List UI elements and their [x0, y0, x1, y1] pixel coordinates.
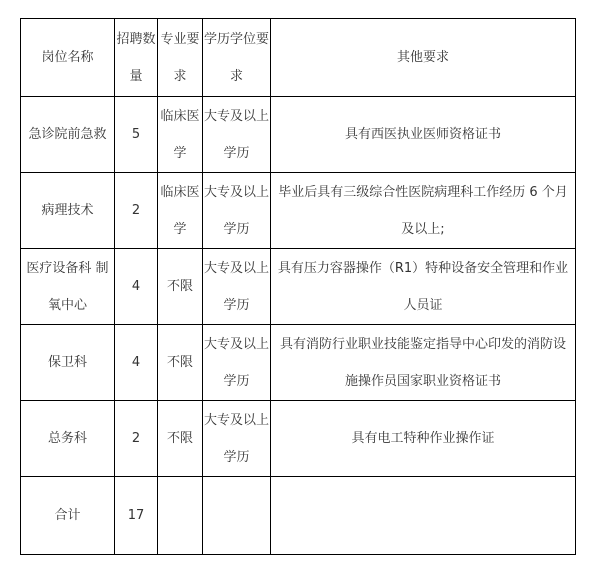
table-header-row	[21, 19, 576, 97]
empty-cell	[271, 477, 576, 555]
table-row	[21, 97, 576, 173]
header-quota: 招聘数量	[115, 19, 158, 97]
cell-major: 不限	[158, 249, 203, 325]
recruitment-table	[20, 18, 576, 555]
cell-position: 保卫科	[21, 325, 115, 401]
cell-other: 具有西医执业医师资格证书	[271, 97, 576, 173]
header-position: 岗位名称	[21, 19, 115, 97]
table-row	[21, 325, 576, 401]
cell-education: 大专及以上学历	[203, 249, 271, 325]
cell-quota: 2	[115, 173, 158, 249]
cell-quota: 4	[115, 325, 158, 401]
cell-quota: 2	[115, 401, 158, 477]
table-row	[21, 249, 576, 325]
empty-cell	[158, 477, 203, 555]
cell-position: 病理技术	[21, 173, 115, 249]
cell-education: 大专及以上学历	[203, 97, 271, 173]
cell-other: 毕业后具有三级综合性医院病理科工作经历 6 个月及以上;	[271, 173, 576, 249]
header-education: 学历学位要求	[203, 19, 271, 97]
cell-position: 总务科	[21, 401, 115, 477]
header-other: 其他要求	[271, 19, 576, 97]
cell-major: 不限	[158, 401, 203, 477]
cell-major: 不限	[158, 325, 203, 401]
table-total-row	[21, 477, 576, 555]
cell-education: 大专及以上学历	[203, 401, 271, 477]
cell-education: 大专及以上学历	[203, 325, 271, 401]
empty-cell	[203, 477, 271, 555]
cell-other: 具有电工特种作业操作证	[271, 401, 576, 477]
total-label: 合计	[21, 477, 115, 555]
cell-position: 急诊院前急救	[21, 97, 115, 173]
cell-education: 大专及以上学历	[203, 173, 271, 249]
cell-major: 临床医学	[158, 97, 203, 173]
header-major: 专业要求	[158, 19, 203, 97]
cell-major: 临床医学	[158, 173, 203, 249]
cell-other: 具有消防行业职业技能鉴定指导中心印发的消防设施操作员国家职业资格证书	[271, 325, 576, 401]
cell-position: 医疗设备科 制氧中心	[21, 249, 115, 325]
table-row	[21, 173, 576, 249]
table-row	[21, 401, 576, 477]
cell-quota: 5	[115, 97, 158, 173]
cell-quota: 4	[115, 249, 158, 325]
total-quota: 17	[115, 477, 158, 555]
cell-other: 具有压力容器操作（R1）特种设备安全管理和作业人员证	[271, 249, 576, 325]
